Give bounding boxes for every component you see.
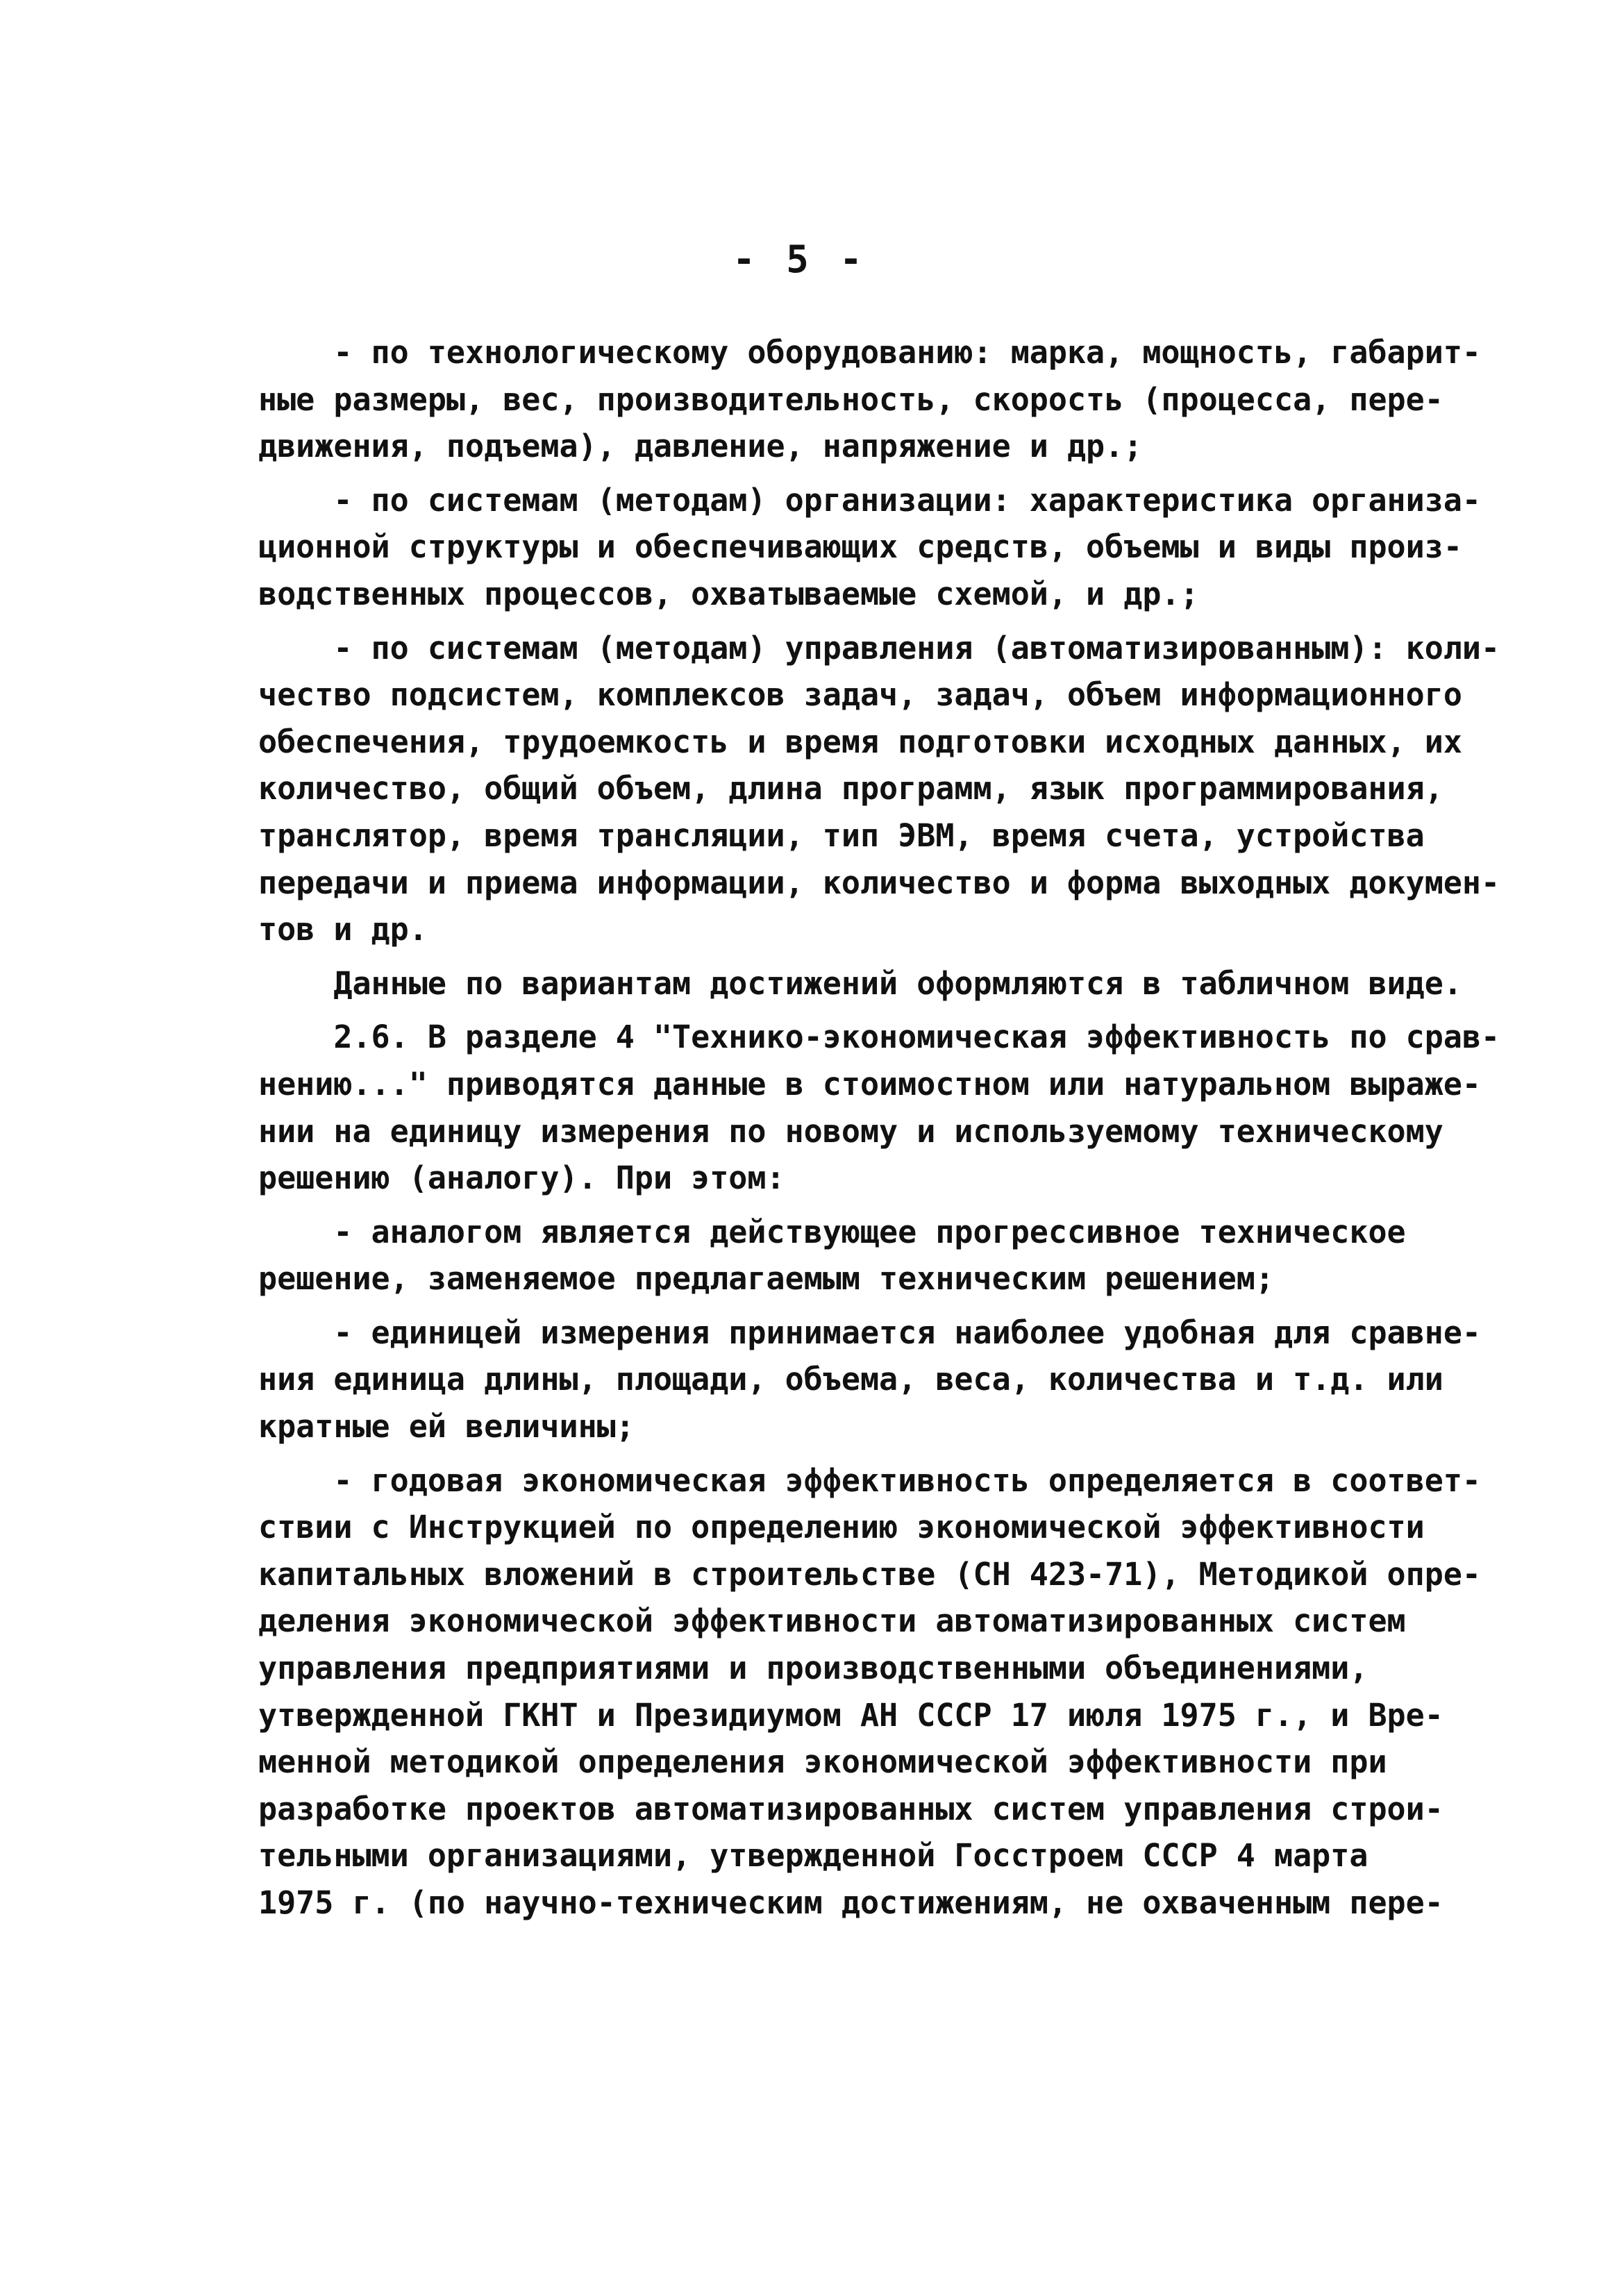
paragraph-management	[258, 625, 1500, 953]
text-line: нии на единицу измерения по новому и используемому техническому	[258, 1112, 1443, 1150]
paragraph-section-2-6	[258, 1014, 1500, 1201]
text-line: - аналогом является действующее прогрессивное техническое	[258, 1213, 1406, 1250]
text-line: водственных процессов, охватываемые схемой, и др.;	[258, 575, 1199, 612]
paragraph-table-data	[258, 960, 1462, 1007]
text-line: транслятор, время трансляции, тип ЭВМ, время счета, устройства	[258, 816, 1425, 854]
text-line: управления предприятиями и производственными объединениями,	[258, 1650, 1368, 1687]
text-line: решение, заменяемое предлагаемым техническим решением;	[258, 1260, 1274, 1298]
paragraph-equipment	[258, 329, 1481, 470]
text-line: Данные по вариантам достижений оформляются в табличном виде.	[258, 964, 1462, 1002]
text-line: чество подсистем, комплексов задач, задач, объем информационного	[258, 676, 1462, 714]
text-line: - по технологическому оборудованию: марка, мощность, габарит-	[258, 334, 1481, 371]
text-line: тов и др.	[258, 911, 428, 948]
text-line: обеспечения, трудоемкость и время подготовки исходных данных, их	[258, 723, 1462, 760]
text-line: менной методикой определения экономической эффективности при	[258, 1743, 1387, 1781]
paragraph-analog	[258, 1209, 1453, 1302]
paragraph-organization	[258, 477, 1481, 618]
text-line: капитальных вложений в строительстве (СН 423-71), Методикой опре-	[258, 1555, 1481, 1593]
text-line: кратные ей величины;	[258, 1408, 635, 1446]
text-line: 1975 г. (по научно-техническим достижениям, не охваченным пере-	[258, 1884, 1443, 1921]
text-line: решению (аналогу). При этом:	[258, 1159, 785, 1197]
text-line: деления экономической эффективности автоматизированных систем	[258, 1602, 1406, 1640]
text-line: ствии с Инструкцией по определению экономической эффективности	[258, 1509, 1425, 1546]
text-line: - по системам (методам) управления (автоматизированным): коли-	[258, 629, 1500, 667]
text-line: ционной структуры и обеспечивающих средств, объемы и виды произ-	[258, 528, 1462, 566]
text-line: - единицей измерения принимается наиболее удобная для сравне-	[258, 1314, 1481, 1351]
text-line: передачи и приема информации, количество и форма выходных докумен-	[258, 864, 1500, 901]
text-line: утвержденной ГКНТ и Президиумом АН СССР 17 июля 1975 г., и Вре-	[258, 1696, 1443, 1734]
body-text	[258, 329, 1500, 1934]
text-line: нению..." приводятся данные в стоимостном или натуральном выраже-	[258, 1065, 1481, 1103]
text-line: разработке проектов автоматизированных систем управления строи-	[258, 1790, 1443, 1827]
text-line: тельными организациями, утвержденной Госстроем СССР 4 марта	[258, 1837, 1368, 1875]
text-line: движения, подъема), давление, напряжение и др.;	[258, 428, 1143, 465]
text-line: ния единица длины, площади, объема, веса, количества и т.д. или	[258, 1361, 1443, 1398]
text-line: 2.6. В разделе 4 "Технико-экономическая эффективность по срав-	[258, 1019, 1500, 1056]
page-number: - 5 -	[732, 237, 867, 281]
text-line: - по системам (методам) организации: характеристика организа-	[258, 481, 1481, 519]
text-line: - годовая экономическая эффективность определяется в соответ-	[258, 1461, 1481, 1499]
paragraph-annual-efficiency	[258, 1457, 1481, 1927]
text-line: количество, общий объем, длина программ, язык программирования,	[258, 770, 1443, 807]
paragraph-unit	[258, 1309, 1481, 1450]
text-line: ные размеры, вес, производительность, скорость (процесса, пере-	[258, 380, 1443, 418]
